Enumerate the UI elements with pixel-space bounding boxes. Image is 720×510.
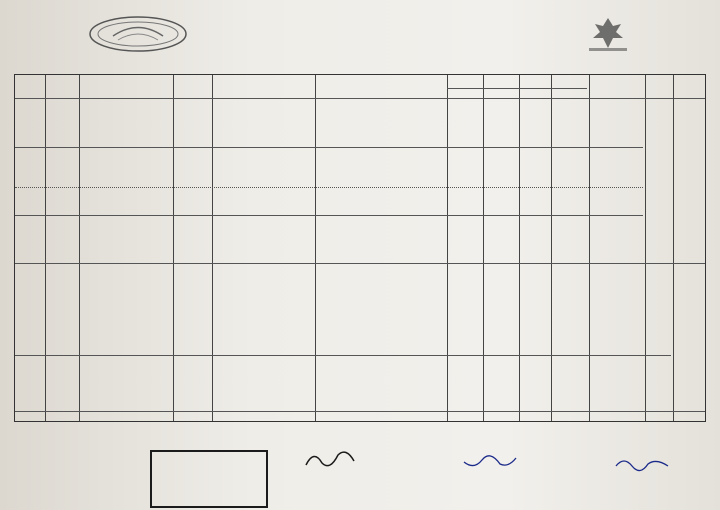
- document-title: [220, 56, 520, 66]
- row-4-evaluation: [15, 216, 45, 263]
- row-1-expression: [79, 99, 173, 147]
- row-1-grammar: [315, 99, 447, 147]
- row-1-spelling: [212, 99, 315, 147]
- header-grammar: [315, 81, 447, 93]
- ministry-logo: [88, 14, 188, 54]
- row-3-values: [45, 188, 79, 215]
- header-month: [673, 81, 707, 93]
- month-cell-1: [673, 99, 707, 263]
- signature-office-head: [460, 452, 520, 474]
- row-3-evaluation: [15, 188, 45, 215]
- row-5-evaluation: [15, 264, 45, 355]
- row-5-grammar: [315, 264, 447, 355]
- row-3-texts: [447, 188, 589, 215]
- header-texts: [447, 78, 589, 88]
- row-1-topic: [589, 99, 645, 147]
- row-5-spelling: [212, 264, 315, 355]
- row-5-values: [45, 264, 79, 355]
- row-5-texts: [447, 264, 589, 355]
- row-4-values: [45, 216, 79, 263]
- header-writing: [447, 89, 483, 98]
- review-label: [315, 413, 447, 423]
- signature-supervisor: [612, 452, 672, 474]
- row-6-expression: [79, 356, 173, 411]
- row-6-evaluation: [15, 356, 45, 411]
- row-1-texts: [447, 99, 589, 147]
- header-reading: [483, 89, 519, 98]
- row-6-texts: [447, 356, 589, 411]
- row-4-texts: [447, 216, 589, 263]
- calligraphy-range-1: [173, 135, 212, 185]
- header-axis: [645, 81, 673, 93]
- axis-cell-2: [645, 264, 673, 411]
- review-month: [673, 413, 707, 423]
- header-calligraphy: [173, 81, 212, 93]
- row-2-texts: [447, 148, 589, 187]
- row-2-spelling: [212, 148, 315, 187]
- row-3-expression: [79, 188, 173, 215]
- row-2-calligraphy: [45, 148, 79, 187]
- header-topic: [589, 81, 645, 93]
- row-2-evaluation: [15, 148, 45, 187]
- row-1-values: [45, 99, 79, 147]
- curriculum-table: [14, 74, 706, 422]
- row-4-spelling: [212, 216, 315, 263]
- header-expression: [79, 81, 173, 93]
- row-2-topic: [589, 148, 645, 187]
- row-5-expression: [79, 264, 173, 355]
- row-4-expression: [79, 216, 173, 263]
- header-spelling: [212, 81, 315, 93]
- calligraphy-range-2: [173, 280, 212, 350]
- row-3-topic: [589, 188, 645, 215]
- row-6-spelling: [212, 356, 315, 411]
- official-stamp: [150, 450, 268, 508]
- row-2-grammar: [315, 148, 447, 187]
- row-6-grammar: [315, 356, 447, 411]
- row-2-expression: [79, 148, 173, 187]
- row-3-spelling: [212, 188, 315, 215]
- row-6-values: [45, 356, 79, 411]
- axis-cell-1: [645, 99, 673, 263]
- row-4-grammar: [315, 216, 447, 263]
- month-cell-2: [673, 264, 707, 411]
- row-5-topic: [589, 264, 645, 355]
- row-6-topic: [589, 356, 645, 411]
- header-evaluation: [15, 77, 45, 97]
- signature-department-head: [300, 445, 360, 473]
- header-listening: [519, 89, 589, 98]
- row-1-evaluation: [15, 99, 45, 147]
- state-emblem-icon: [583, 14, 633, 54]
- row-3-grammar: [315, 188, 447, 215]
- header-values: [45, 77, 79, 97]
- row-4-topic: [589, 216, 645, 263]
